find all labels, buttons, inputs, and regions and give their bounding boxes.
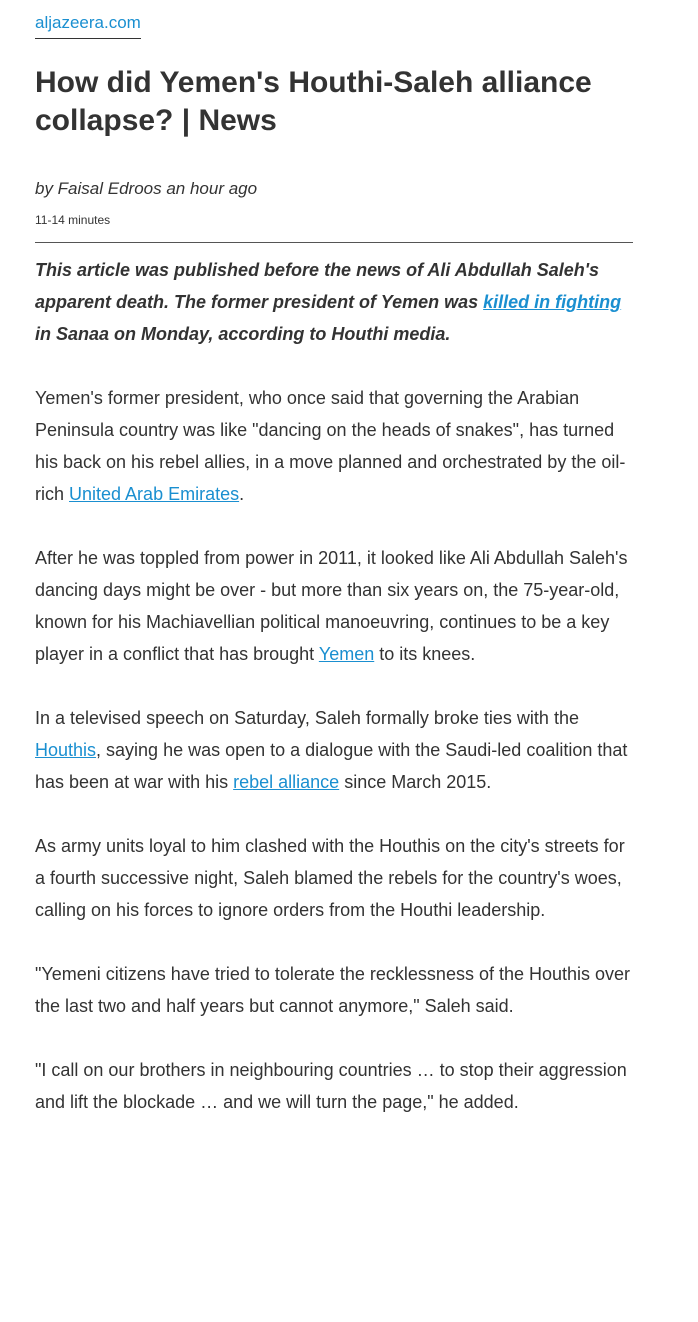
paragraph: "Yemeni citizens have tried to tolerate the recklessness of the Houthis over the last two and half years but cannot anymore," Saleh said. [35,964,631,1016]
text-segment: in Sanaa on Monday, according to Houthi media. [35,324,451,344]
link-houthis[interactable]: Houthis [35,740,97,760]
text-segment: since March 2015. [339,772,492,792]
text-segment: to its knees. [374,644,476,664]
article-body [35,254,635,1150]
link-killed-in-fighting[interactable]: killed in fighting [483,292,622,312]
paragraph: "I call on our brothers in neighbouring countries … to stop their aggression and lift the blockade … and we will turn the page," he added. [35,1060,627,1112]
byline: by Faisal Edroos an hour ago [35,179,258,198]
paragraph: As army units loyal to him clashed with the Houthis on the city's streets for a fourth successive night, Saleh blamed the rebels for the country's woes, calling on his forces to ignore orders from the Houthi leadership. [35,836,625,920]
text-segment: In a televised speech on Saturday, Saleh formally broke ties with the [35,708,579,728]
paragraph [35,382,635,510]
link-yemen[interactable]: Yemen [318,644,375,664]
text-segment: After he was toppled from power in 2011, it looked like Ali Abdullah Saleh's dancing days might be over - but more than six years on, the 75-year-old, known for his Machiavellian political manoeuvring, continues to be a key player in a conflict that has brought [35,548,628,664]
text-segment: . [239,484,245,504]
text-segment: This article was published before the news of Ali Abdullah Saleh's apparent death. The former president of Yemen was [35,260,600,312]
site-link[interactable]: aljazeera.com [35,12,141,39]
paragraph [35,702,635,798]
text-segment: Yemen's former president, who once said that governing the Arabian Peninsula country was like "dancing on the heads of snakes", has turned his back on his rebel allies, in a move planned and orchestrated by the oil-rich [35,388,626,504]
read-time: 11-14 minutes [35,213,111,227]
text-segment: , saying he was open to a dialogue with the Saudi-led coalition that has been at war with his [35,740,628,792]
link-rebel-alliance[interactable]: rebel alliance [233,772,340,792]
editor-note [35,254,635,350]
link-united-arab-emirates[interactable]: United Arab Emirates [69,484,240,504]
article-title: How did Yemen's Houthi-Saleh alliance collapse? | News [35,66,592,137]
header-divider [35,242,633,243]
paragraph [35,542,635,670]
